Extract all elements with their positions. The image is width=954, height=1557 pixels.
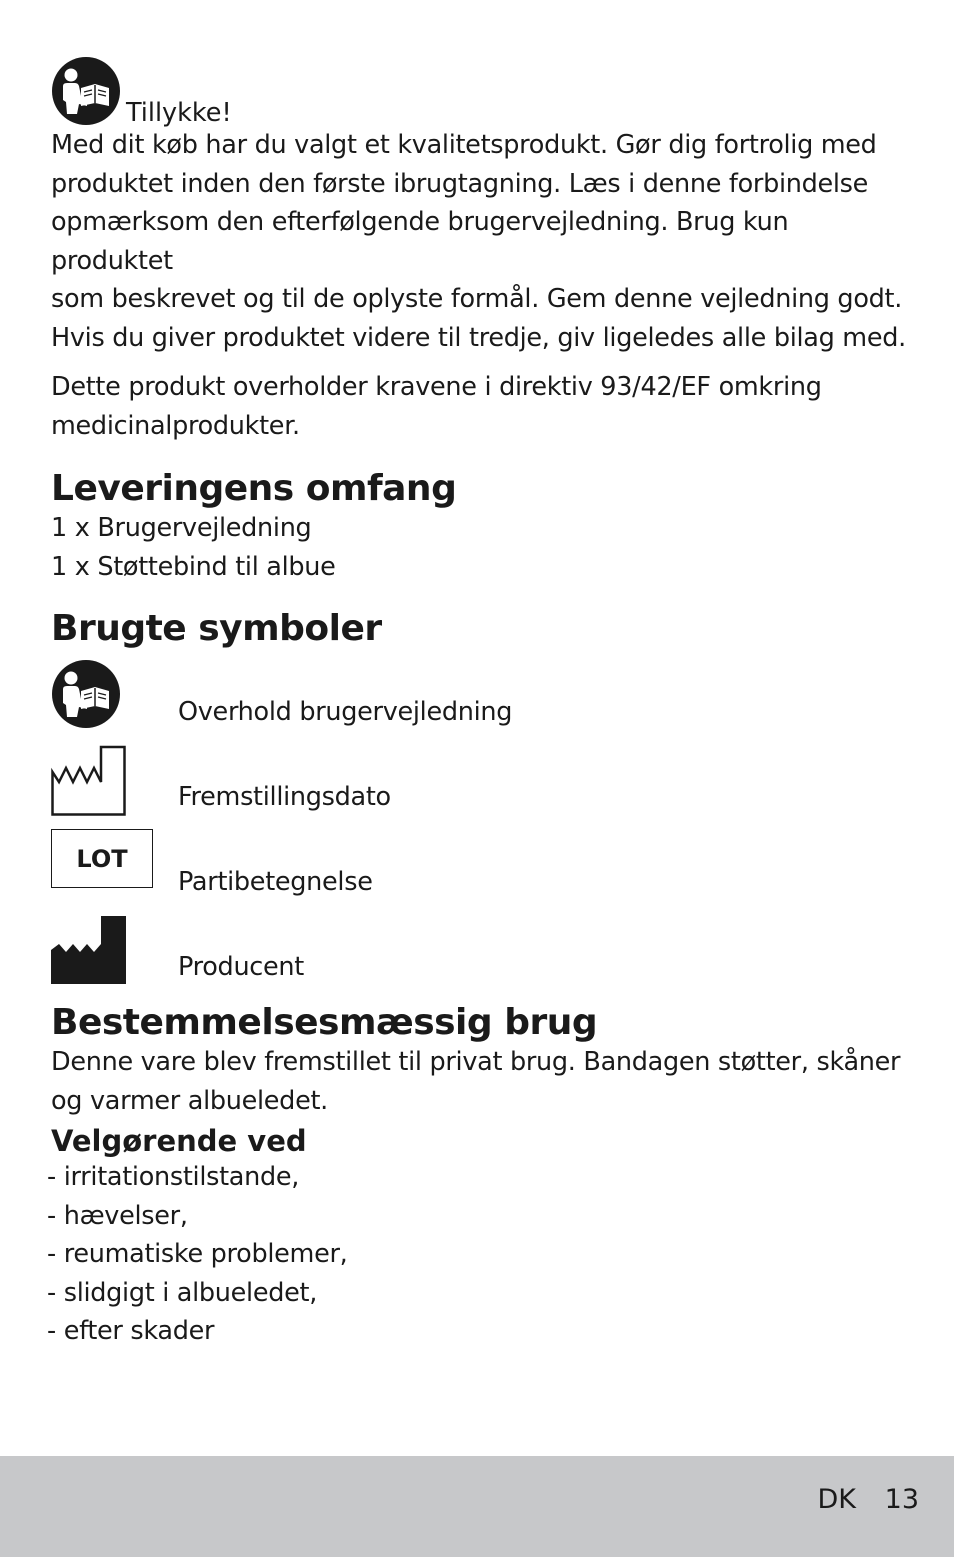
scope-item: 1 x Støttebind til albue xyxy=(51,551,336,582)
intro-line: Hvis du giver produktet videre til tredje, giv ligeledes alle bilag med. xyxy=(51,322,906,353)
list-item: - slidgigt i albueledet, xyxy=(47,1277,318,1308)
read-manual-icon xyxy=(51,659,121,729)
symbol-label: Fremstillingsdato xyxy=(178,782,391,812)
symbol-label: Partibetegnelse xyxy=(178,867,373,897)
directive-paragraph xyxy=(51,368,911,445)
list-item: - reumatiske problemer, xyxy=(47,1239,348,1269)
beneficial-list xyxy=(47,1158,911,1351)
symbol-row xyxy=(51,744,911,829)
page-footer xyxy=(0,1456,954,1557)
directive-line: medicinalprodukter. xyxy=(51,410,300,441)
lot-icon: LOT xyxy=(51,829,153,888)
page-content xyxy=(47,50,911,1351)
beneficial-subheading: Velgørende ved xyxy=(51,1124,307,1158)
manufacturer-icon xyxy=(51,914,127,986)
directive-line: Dette produkt overholder kravene i direktiv 93/42/EF omkring xyxy=(51,372,822,402)
symbols-list xyxy=(51,659,911,999)
read-manual-icon xyxy=(51,56,121,126)
intro-line: produktet inden den første ibrugtagning. Læs i denne forbindelse xyxy=(51,168,869,199)
symbol-row xyxy=(51,914,911,999)
intended-use-line: og varmer albueledet. xyxy=(51,1085,328,1116)
symbol-label: Producent xyxy=(178,952,304,982)
scope-item: 1 x Brugervejledning xyxy=(51,513,312,543)
symbol-label: Overhold brugervejledning xyxy=(178,697,513,727)
congrats-text: Tillykke! xyxy=(126,98,232,128)
intro-line: Med dit køb har du valgt et kvalitetsprodukt. Gør dig fortrolig med xyxy=(51,130,877,160)
page-number: 13 xyxy=(884,1484,919,1515)
intended-use-paragraph xyxy=(51,1043,911,1120)
intro-line: opmærksom den efterfølgende brugervejledning. Brug kun produktet xyxy=(51,207,789,276)
list-item: - hævelser, xyxy=(47,1200,188,1231)
list-item: - efter skader xyxy=(47,1316,215,1346)
intended-use-heading: Bestemmelsesmæssig brug xyxy=(51,1002,598,1043)
manufacture-date-icon xyxy=(51,744,127,816)
symbol-row xyxy=(51,659,911,744)
intro-paragraph xyxy=(51,126,911,357)
intended-use-line: Denne vare blev fremstillet til privat brug. Bandagen støtter, skåner xyxy=(51,1047,901,1077)
intro-line: som beskrevet og til de oplyste formål. Gem denne vejledning godt. xyxy=(51,284,903,314)
intro-header xyxy=(51,50,911,126)
scope-heading: Leveringens omfang xyxy=(51,468,457,509)
list-item: - irritationstilstande, xyxy=(47,1162,300,1192)
symbol-row xyxy=(51,829,911,914)
symbols-heading: Brugte symboler xyxy=(51,608,382,649)
language-code: DK xyxy=(817,1484,856,1515)
scope-list xyxy=(51,509,911,586)
